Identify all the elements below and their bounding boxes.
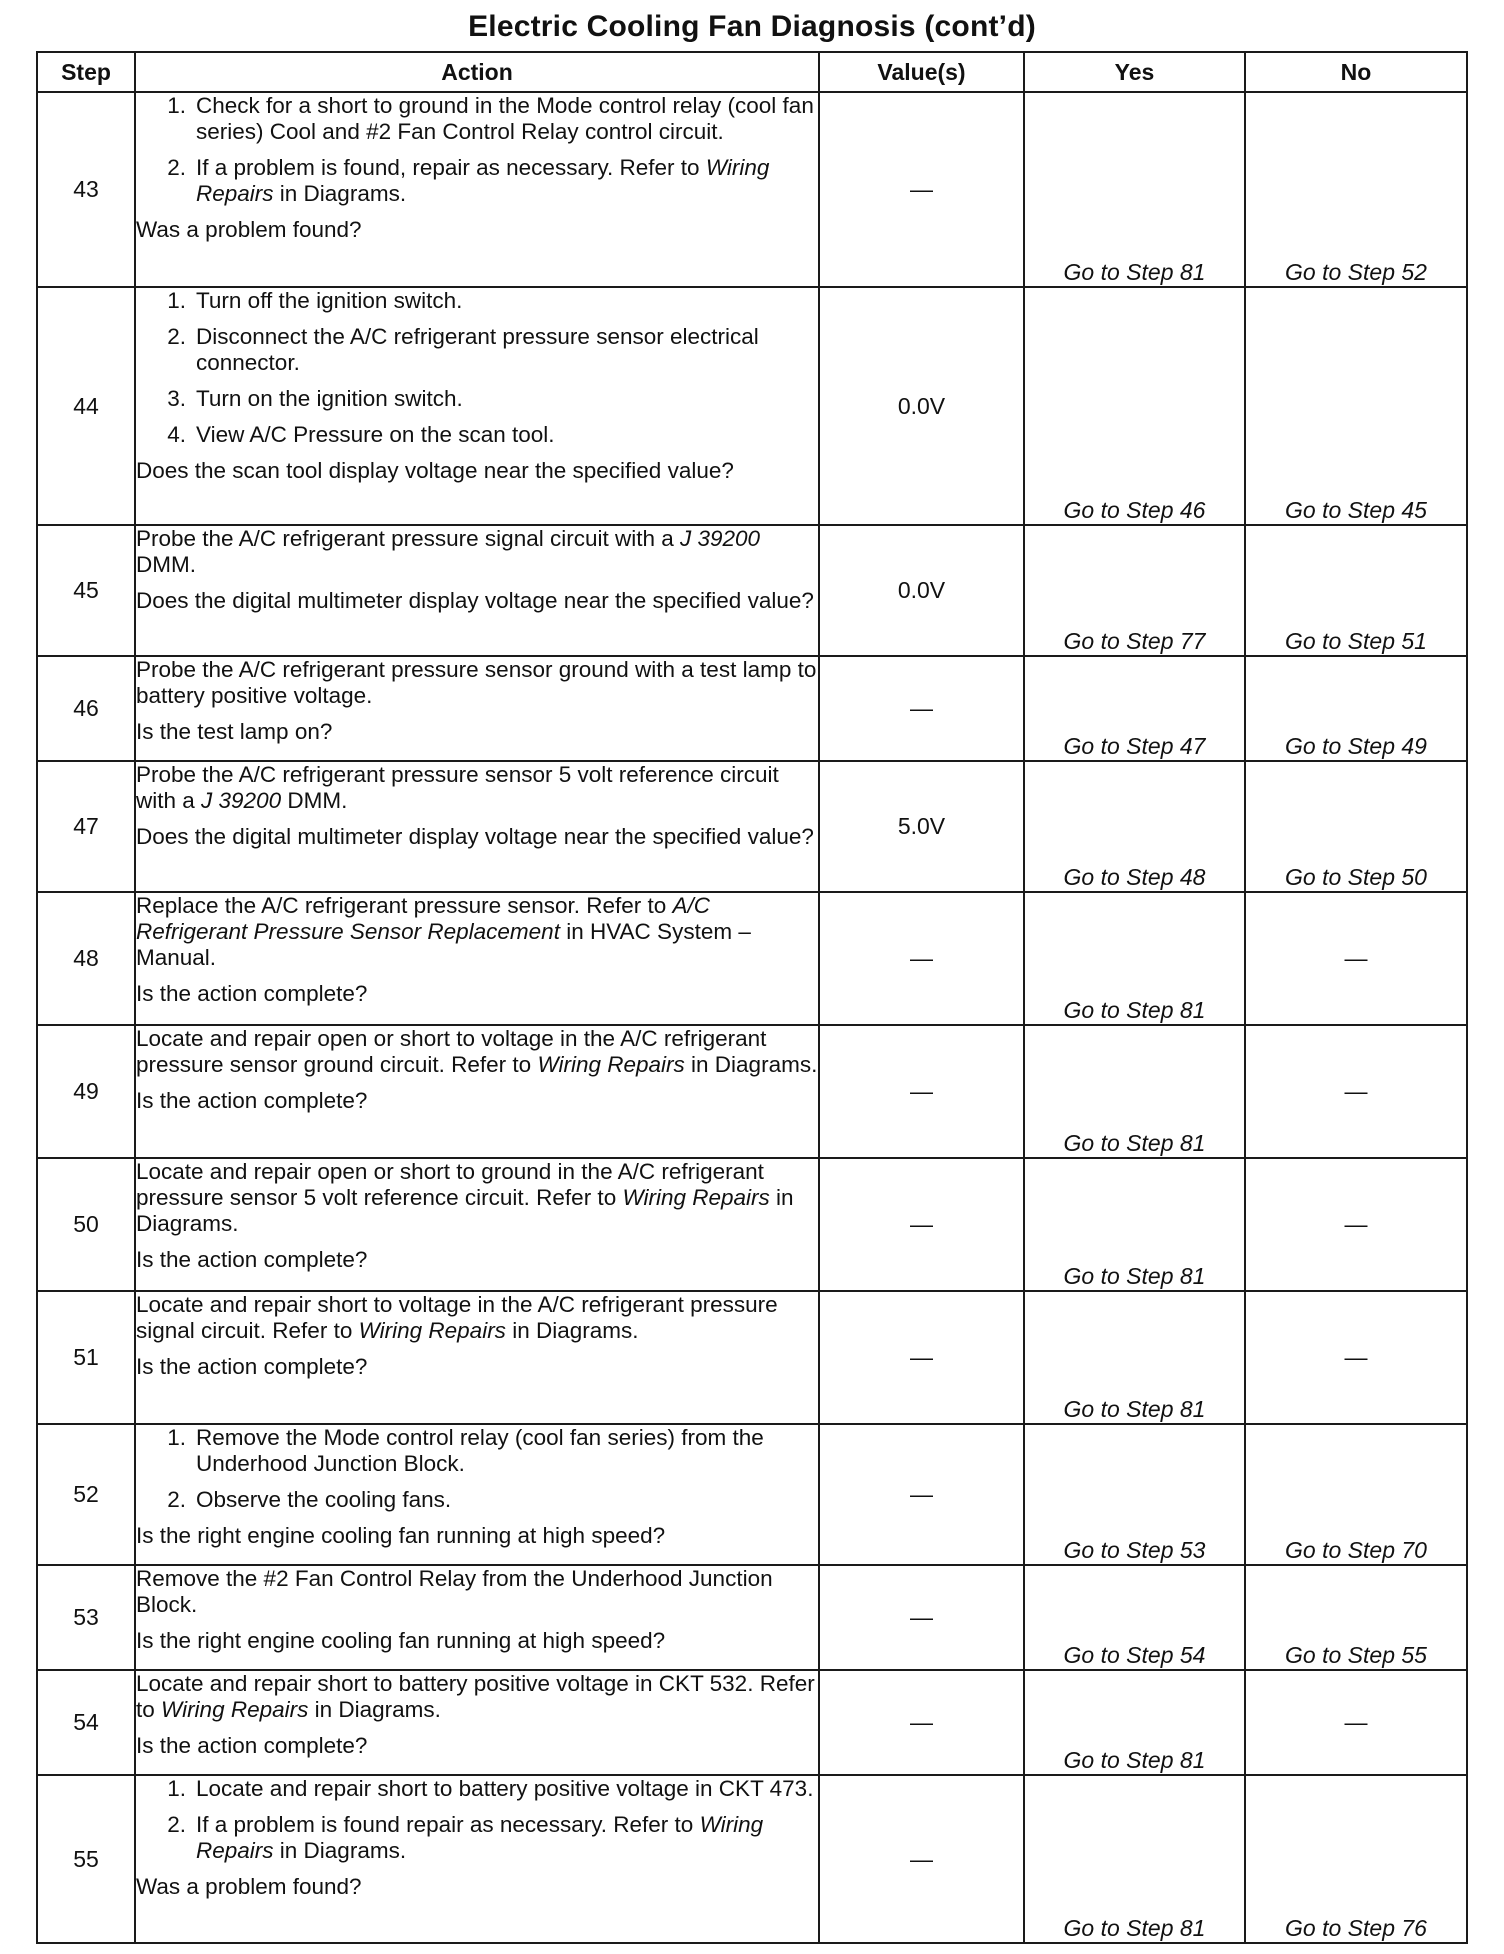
step-number: 52 [37,1424,135,1565]
action-question: Is the action complete? [136,981,368,1006]
action-cell [135,1670,819,1775]
action-text: Probe the A/C refrigerant pressure sensor 5 volt reference circuit with a J 39200 DMM. [136,762,779,813]
action-cell [135,525,819,656]
action-cell [135,761,819,892]
value-cell: — [819,1565,1024,1670]
value-cell: — [819,1775,1024,1943]
action-question: Is the action complete? [136,1733,368,1758]
action-cell [135,1565,819,1670]
step-number: 53 [37,1565,135,1670]
yes-cell: Go to Step 47 [1024,656,1245,761]
action-item: 1. Check for a short to ground in the Mode control relay (cool fan series) Cool and #2 Fan Control Relay control circuit. [167,93,814,144]
yes-cell: Go to Step 54 [1024,1565,1245,1670]
step-number: 46 [37,656,135,761]
action-cell [135,1775,819,1943]
action-cell [135,1158,819,1291]
action-text: Remove the #2 Fan Control Relay from the Underhood Junction Block. [136,1566,773,1617]
no-cell: Go to Step 49 [1245,656,1467,761]
table-row-step-44 [37,287,1467,525]
no-cell: — [1245,1158,1467,1291]
step-number: 50 [37,1158,135,1291]
step-number: 43 [37,92,135,287]
table-row-step-46 [37,656,1467,761]
no-cell: Go to Step 51 [1245,525,1467,656]
value-cell: — [819,1158,1024,1291]
action-item: 2. If a problem is found, repair as necessary. Refer to Wiring Repairs in Diagrams. [167,155,770,206]
action-question: Is the action complete? [136,1247,368,1272]
table-row-step-54 [37,1670,1467,1775]
header-values: Value(s) [819,52,1024,92]
no-cell: Go to Step 70 [1245,1424,1467,1565]
action-question: Does the scan tool display voltage near the specified value? [136,458,734,483]
step-number: 55 [37,1775,135,1943]
action-item: 1. Remove the Mode control relay (cool fan series) from the Underhood Junction Block. [167,1425,764,1476]
step-number: 48 [37,892,135,1025]
action-cell [135,1025,819,1158]
action-question: Is the right engine cooling fan running at high speed? [136,1523,666,1548]
action-question: Was a problem found? [136,217,362,242]
header-yes: Yes [1024,52,1245,92]
action-question: Is the right engine cooling fan running at high speed? [136,1628,666,1653]
yes-cell: Go to Step 81 [1024,1291,1245,1424]
yes-cell: Go to Step 81 [1024,892,1245,1025]
no-cell: Go to Step 76 [1245,1775,1467,1943]
diagnosis-table [36,51,1468,1944]
step-number: 49 [37,1025,135,1158]
step-number: 45 [37,525,135,656]
no-cell: Go to Step 55 [1245,1565,1467,1670]
no-cell: Go to Step 45 [1245,287,1467,525]
action-item: 1. Turn off the ignition switch. [167,288,463,313]
action-text: Probe the A/C refrigerant pressure signal circuit with a J 39200 DMM. [136,526,761,577]
yes-cell: Go to Step 81 [1024,1025,1245,1158]
yes-cell: Go to Step 53 [1024,1424,1245,1565]
page-title: Electric Cooling Fan Diagnosis (cont’d) [468,10,1036,43]
table-row-step-47 [37,761,1467,892]
action-item: 2. If a problem is found repair as necessary. Refer to Wiring Repairs in Diagrams. [167,1812,764,1863]
value-cell: — [819,1424,1024,1565]
yes-cell: Go to Step 81 [1024,1670,1245,1775]
table-row-step-52 [37,1424,1467,1565]
table-row-step-55 [37,1775,1467,1943]
action-question: Does the digital multimeter display voltage near the specified value? [136,824,814,849]
table-row-step-50 [37,1158,1467,1291]
action-item: 4. View A/C Pressure on the scan tool. [167,422,555,447]
value-cell: — [819,892,1024,1025]
table-row-step-43 [37,92,1467,287]
no-cell: — [1245,1670,1467,1775]
action-question: Is the action complete? [136,1354,368,1379]
action-question: Was a problem found? [136,1874,362,1899]
action-text: Locate and repair open or short to voltage in the A/C refrigerant pressure sensor ground circuit. Refer to Wiring Repairs in Diagrams. [136,1026,818,1077]
step-number: 47 [37,761,135,892]
header-action: Action [135,52,819,92]
action-item: 2. Observe the cooling fans. [167,1487,452,1512]
action-question: Does the digital multimeter display voltage near the specified value? [136,588,814,613]
value-cell: — [819,656,1024,761]
action-cell [135,892,819,1025]
action-question: Is the action complete? [136,1088,368,1113]
value-cell: — [819,92,1024,287]
value-cell: 0.0V [819,287,1024,525]
step-number: 54 [37,1670,135,1775]
action-question: Is the test lamp on? [136,719,333,744]
table-row-step-53 [37,1565,1467,1670]
action-item: 3. Turn on the ignition switch. [167,386,463,411]
table-row-step-49 [37,1025,1467,1158]
table-row-step-48 [37,892,1467,1025]
action-text: Locate and repair open or short to ground in the A/C refrigerant pressure sensor 5 volt reference circuit. Refer to Wiring Repairs in Diagrams. [136,1159,794,1236]
no-cell: — [1245,1291,1467,1424]
action-cell [135,1291,819,1424]
header-step: Step [37,52,135,92]
action-cell [135,92,819,287]
value-cell: — [819,1025,1024,1158]
header-no: No [1245,52,1467,92]
action-item: 2. Disconnect the A/C refrigerant pressure sensor electrical connector. [167,324,759,375]
no-cell: — [1245,1025,1467,1158]
action-text: Probe the A/C refrigerant pressure sensor ground with a test lamp to battery positive voltage. [136,657,817,708]
table-row-step-45 [37,525,1467,656]
step-number: 44 [37,287,135,525]
value-cell: 5.0V [819,761,1024,892]
value-cell: — [819,1670,1024,1775]
yes-cell: Go to Step 48 [1024,761,1245,892]
action-text: Locate and repair short to voltage in the A/C refrigerant pressure signal circuit. Refer to Wiring Repairs in Diagrams. [136,1292,778,1343]
no-cell: Go to Step 50 [1245,761,1467,892]
table-header-row [37,52,1467,92]
yes-cell: Go to Step 81 [1024,1158,1245,1291]
yes-cell: Go to Step 46 [1024,287,1245,525]
yes-cell: Go to Step 81 [1024,92,1245,287]
action-cell [135,656,819,761]
action-text: Locate and repair short to battery positive voltage in CKT 532. Refer to Wiring Repairs in Diagrams. [136,1671,815,1722]
no-cell: — [1245,892,1467,1025]
action-cell [135,287,819,525]
yes-cell: Go to Step 81 [1024,1775,1245,1943]
table-row-step-51 [37,1291,1467,1424]
step-number: 51 [37,1291,135,1424]
yes-cell: Go to Step 77 [1024,525,1245,656]
no-cell: Go to Step 52 [1245,92,1467,287]
value-cell: 0.0V [819,525,1024,656]
action-text: Replace the A/C refrigerant pressure sensor. Refer to A/C Refrigerant Pressure Sensor Replacement in HVAC System – Manual. [136,893,751,970]
action-item: 1. Locate and repair short to battery positive voltage in CKT 473. [167,1776,814,1801]
action-cell [135,1424,819,1565]
value-cell: — [819,1291,1024,1424]
